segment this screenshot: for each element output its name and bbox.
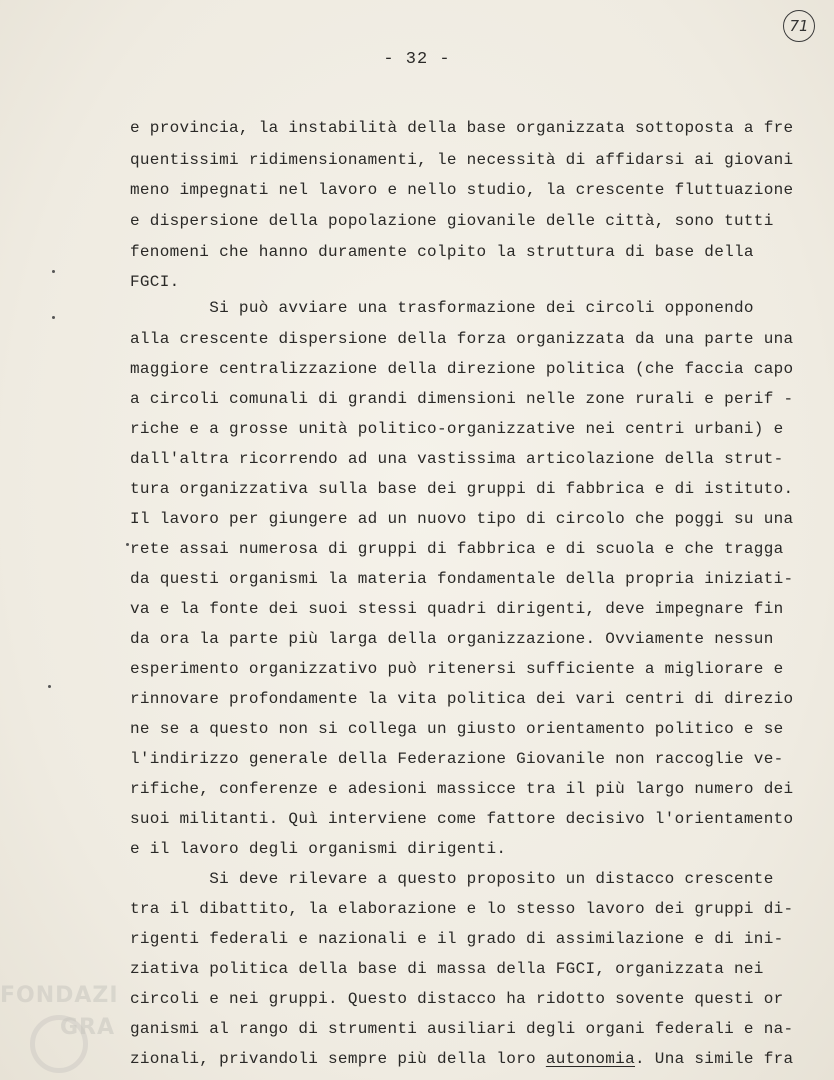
margin-mark: [126, 543, 129, 546]
text-line: esperimento organizzativo può ritenersi sufficiente a migliorare e: [130, 660, 784, 678]
watermark-text: FONDAZI: [0, 983, 119, 1008]
text-line: e dispersione della popolazione giovanile delle città, sono tutti: [130, 212, 774, 230]
text-line: e provincia, la instabilità della base organizzata sottoposta a fre: [130, 119, 794, 137]
margin-mark: [52, 316, 55, 319]
margin-mark: [48, 685, 51, 688]
text-line: circoli e nei gruppi. Questo distacco ha ridotto sovente questi or: [130, 990, 784, 1008]
text-line: va e la fonte dei suoi stessi quadri dirigenti, deve impegnare fin: [130, 600, 784, 618]
text-line: riche e a grosse unità politico-organizzative nei centri urbani) e: [130, 420, 784, 438]
text-line: ziativa politica della base di massa della FGCI, organizzata nei: [130, 960, 764, 978]
text-segment: . Una simile fra: [635, 1050, 794, 1068]
text-line: maggiore centralizzazione della direzione politica (che faccia capo: [130, 360, 794, 378]
text-line: Il lavoro per giungere ad un nuovo tipo di circolo che poggi su una: [130, 510, 794, 528]
text-segment: zionali, privandoli sempre più della loro: [130, 1050, 546, 1068]
text-line: Si può avviare una trasformazione dei circoli opponendo: [130, 299, 754, 317]
text-line: rigenti federali e nazionali e il grado di assimilazione e di ini-: [130, 930, 784, 948]
text-line: quentissimi ridimensionamenti, le necessità di affidarsi ai giovani: [130, 151, 794, 169]
watermark: [0, 980, 119, 1044]
underlined-word: autonomia: [545, 1050, 635, 1068]
text-line: da ora la parte più larga della organizzazione. Ovviamente nessun: [130, 630, 774, 648]
text-line: Si deve rilevare a questo proposito un distacco crescente: [130, 870, 774, 888]
text-line: dall'altra ricorrendo ad una vastissima articolazione della strut-: [130, 450, 784, 468]
text-line: alla crescente dispersione della forza organizzata da una parte una: [130, 330, 794, 348]
text-line: rete assai numerosa di gruppi di fabbrica e di scuola e che tragga: [130, 540, 784, 558]
text-line: suoi militanti. Quì interviene come fattore decisivo l'orientamento: [130, 810, 794, 828]
text-line: a circoli comunali di grandi dimensioni nelle zone rurali e perif -: [130, 390, 794, 408]
text-line: fenomeni che hanno duramente colpito la struttura di base della: [130, 243, 754, 261]
text-line: tra il dibattito, la elaborazione e lo stesso lavoro dei gruppi di-: [130, 900, 794, 918]
text-line: e il lavoro degli organismi dirigenti.: [130, 840, 507, 858]
text-line: da questi organismi la materia fondamentale della propria iniziati-: [130, 570, 794, 588]
watermark-text: GRA: [60, 1015, 116, 1040]
text-line: rinnovare profondamente la vita politica dei vari centri di direzio: [130, 690, 794, 708]
archive-number-circle: 71: [783, 10, 815, 42]
text-line: meno impegnati nel lavoro e nello studio, la crescente fluttuazione: [130, 181, 794, 199]
text-line: ne se a questo non si collega un giusto orientamento politico e se: [130, 720, 784, 738]
page-number: - 32 -: [383, 50, 451, 69]
text-line: FGCI.: [130, 273, 180, 291]
text-line: rifiche, conferenze e adesioni massicce tra il più largo numero dei: [130, 780, 794, 798]
margin-mark: [52, 270, 55, 273]
text-line-last: [130, 1049, 793, 1069]
text-line: ganismi al rango di strumenti ausiliari degli organi federali e na-: [130, 1020, 794, 1038]
text-line: l'indirizzo generale della Federazione Giovanile non raccoglie ve-: [130, 750, 784, 768]
text-line: tura organizzativa sulla base dei gruppi di fabbrica e di istituto.: [130, 480, 794, 498]
